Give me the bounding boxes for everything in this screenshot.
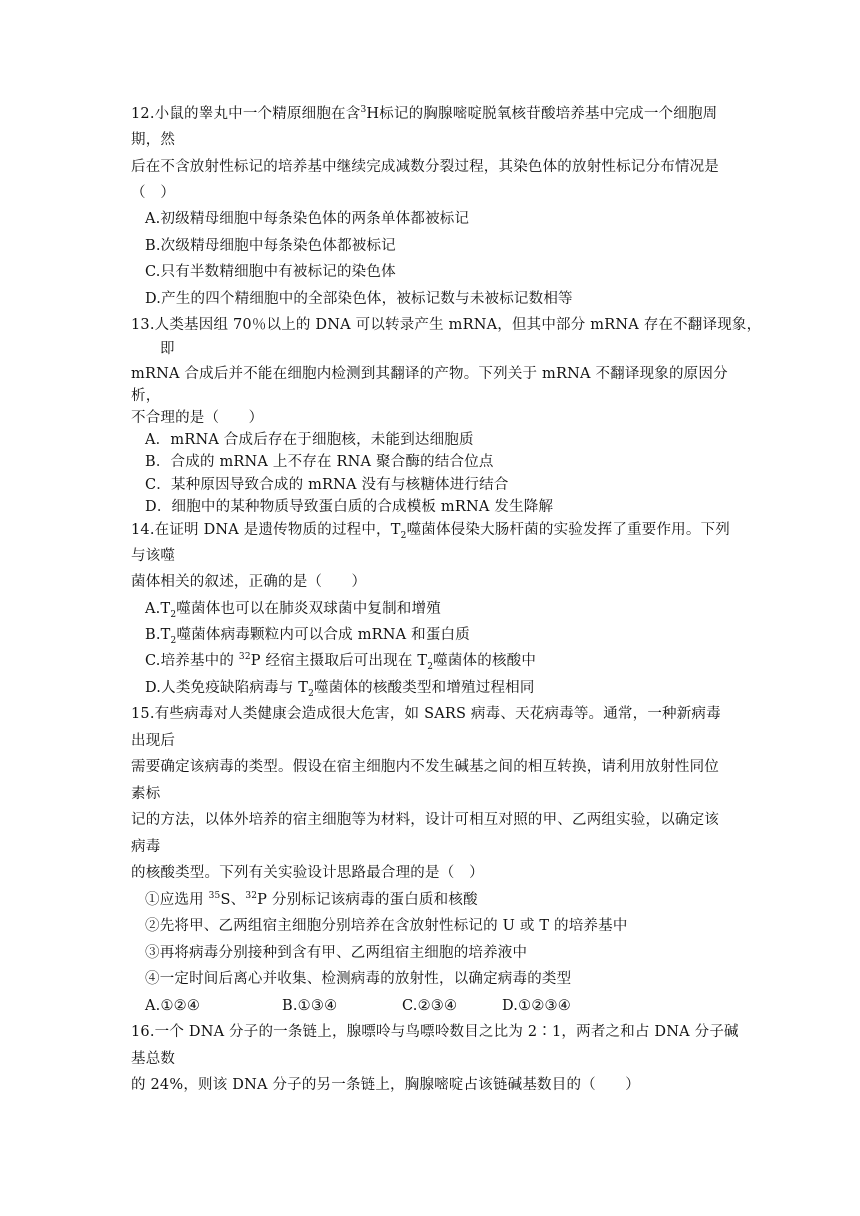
q14-stem-line3: 菌体相关的叙述，正确的是（ ） (131, 574, 367, 590)
q16-stem-line1: 16.一个 DNA 分子的一条链上，腺嘌呤与鸟嘌呤数目之比为 2∶1，两者之和占 DNA 分子碱 (131, 1024, 739, 1040)
q15-stem-line5: 记的方法，以体外培养的宿主细胞等为材料，设计可相互对照的甲、乙两组实验，以确定该 (131, 812, 719, 828)
q14-stem-line1: 14.在证明 DNA 是遗传物质的过程中，$T_2$噬菌体侵染大肠杆菌的实验发挥了重要作用。下列 (131, 522, 730, 541)
q16-stem-line3: 的 24%，则该 DNA 分子的另一条链上，胸腺嘧啶占该链碱基数目的（ ） (131, 1077, 640, 1093)
q12-option-d: D.产生的四个精细胞中的全部染色体，被标记数与未被标记数相等 (145, 291, 573, 307)
q12-option-b: B.次级精母细胞中每条染色体都被标记 (145, 238, 396, 254)
q15-stem-line3: 需要确定该病毒的类型。假设在宿主细胞内不发生碱基之间的相互转换，请利用放射性同位 (131, 759, 719, 775)
q13-option-b: B．合成的 mRNA 上不存在 RNA 聚合酶的结合位点 (145, 454, 494, 470)
q15-stem-line1: 15.有些病毒对人类健康会造成很大危害，如 SARS 病毒、天花病毒等。通常，一种新病毒 (131, 706, 721, 722)
q12-stem-line4: （ ） (131, 185, 176, 201)
q12-stem-line2: 期，然 (131, 132, 176, 148)
q14-stem-line2: 与该噬 (131, 548, 176, 564)
q12-option-c: C.只有半数精细胞中有被标记的染色体 (145, 264, 396, 280)
q15-option-a: A.①②④ (145, 998, 201, 1014)
q13-stem-line2: 即 (160, 341, 175, 357)
q15-option-b: B.①③④ (282, 998, 338, 1014)
q15-stem-line4: 素标 (131, 786, 161, 802)
q12-stem-line1: 12.小鼠的睾丸中一个精原细胞在含$^3$H标记的胸腺嘧啶脱氧核苷酸培养基中完成一个细胞周 (131, 105, 718, 122)
q12-stem-line3: 后在不含放射性标记的培养基中继续完成减数分裂过程，其染色体的放射性标记分布情况是 (131, 159, 719, 175)
q14-option-d: D.人类免疫缺陷病毒与 $T_2$噬菌体的核酸类型和增殖过程相同 (145, 680, 535, 699)
q15-stem-line2: 出现后 (131, 733, 176, 749)
q15-statement-4: ④一定时间后离心并收集、检测病毒的放射性，以确定病毒的类型 (145, 971, 572, 987)
q13-option-a: A．mRNA 合成后存在于细胞核，未能到达细胞质 (145, 432, 474, 448)
q15-option-d: D.①②③④ (502, 998, 571, 1014)
q12-option-a: A.初级精母细胞中每条染色体的两条单体都被标记 (145, 211, 470, 227)
q16-stem-line2: 基总数 (131, 1051, 176, 1067)
q14-option-c: C.培养基中的 $^{32}$P 经宿主摄取后可出现在 $T_2$噬菌体的核酸中 (145, 652, 537, 672)
q15-stem-line7: 的核酸类型。下列有关实验设计思路最合理的是（ ） (131, 865, 484, 881)
q15-stem-line6: 病毒 (131, 839, 161, 855)
q13-stem-line3: mRNA 合成后并不能在细胞内检测到其翻译的产物。下列关于 mRNA 不翻译现象的原因分 (131, 366, 728, 382)
q13-option-c: C．某种原因导致合成的 mRNA 没有与核糖体进行结合 (145, 477, 509, 493)
q15-statement-1: ①应选用 $^{35}$S、$^{32}$P 分别标记该病毒的蛋白质和核酸 (145, 891, 478, 908)
q13-stem-line1: 13.人类基因组 70％以上的 DNA 可以转录产生 mRNA，但其中部分 mRNA 存在不翻译现象， (131, 317, 762, 333)
q15-statement-3: ③再将病毒分别接种到含有甲、乙两组宿主细胞的培养液中 (145, 945, 528, 961)
q14-option-a: $A.T_2$噬菌体也可以在肺炎双球菌中复制和增殖 (145, 601, 441, 620)
q14-option-b: $B.T_2$噬菌体病毒颗粒内可以合成 mRNA 和蛋白质 (145, 627, 470, 646)
q13-stem-line5: 不合理的是（ ） (131, 410, 264, 426)
q15-statement-2: ②先将甲、乙两组宿主细胞分别培养在含放射性标记的 U 或 T 的培养基中 (145, 918, 628, 934)
q15-option-c: C.②③④ (402, 998, 458, 1014)
q13-option-d: D．细胞中的某种物质导致蛋白质的合成模板 mRNA 发生降解 (145, 499, 554, 515)
q13-stem-line4: 析， (131, 388, 161, 404)
